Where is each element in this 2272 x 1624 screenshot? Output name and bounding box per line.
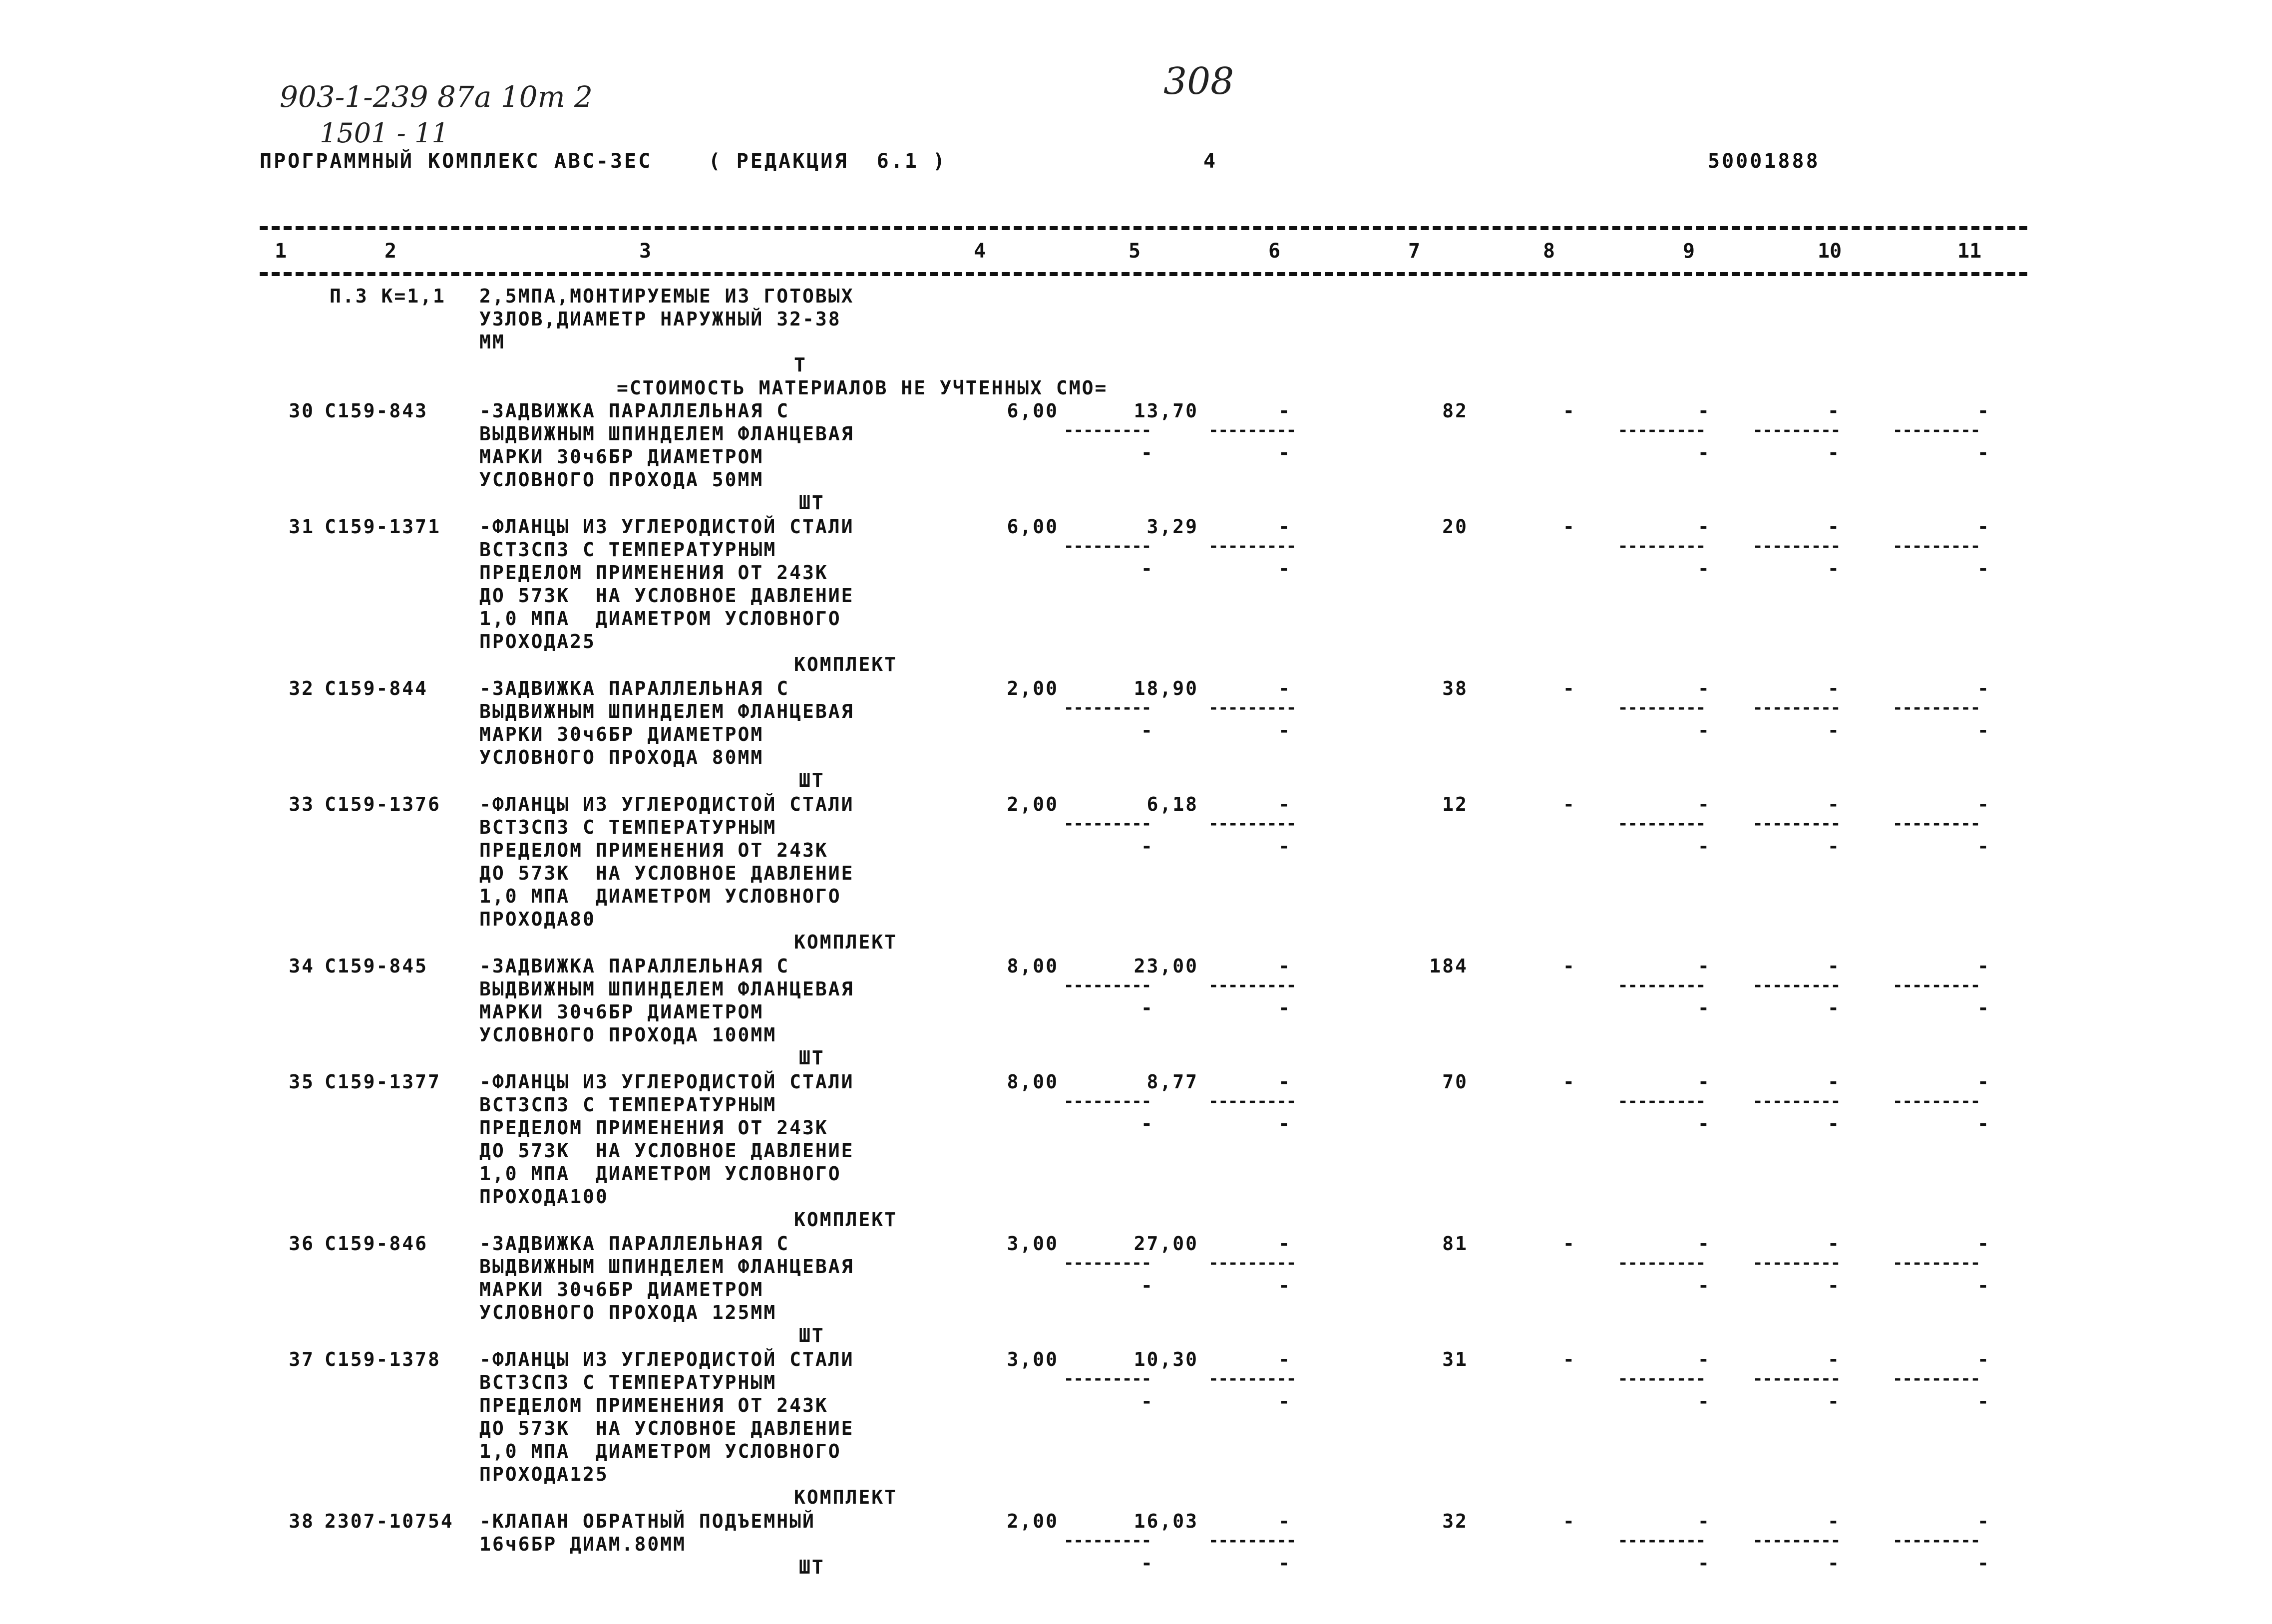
row-col6: - (1278, 1233, 1291, 1255)
value-dash: - (1977, 442, 1990, 464)
value-dash: - (1141, 1552, 1154, 1574)
row-col10: - (1828, 677, 1841, 699)
value-separator: --------- (1064, 420, 1151, 440)
row-description-line: ВЫДВИЖНЫМ ШПИНДЕЛЕМ ФЛАНЦЕВАЯ (479, 1256, 854, 1278)
value-separator: --------- (1208, 1531, 1296, 1551)
row-quantity: 3,00 (1007, 1233, 1059, 1255)
row-description-line: ВСТ3СП3 С ТЕМПЕРАТУРНЫМ (479, 539, 777, 561)
row-code: С159-1378 (325, 1348, 441, 1370)
row-col6: - (1278, 400, 1291, 422)
intro-text-line: 2,5МПА,МОНТИРУЕМЫЕ ИЗ ГОТОВЫХ (479, 285, 854, 307)
row-number: 34 (289, 955, 315, 977)
value-separator: --------- (1893, 698, 1980, 718)
row-description-line: -ЗАДВИЖКА ПАРАЛЛЕЛЬНАЯ С (479, 677, 790, 699)
value-dash: - (1977, 997, 1990, 1019)
row-description-line: ВСТ3СП3 С ТЕМПЕРАТУРНЫМ (479, 1094, 777, 1116)
row-description-line: ДО 573К НА УСЛОВНОЕ ДАВЛЕНИЕ (479, 585, 854, 607)
row-col6: - (1278, 1071, 1291, 1093)
row-description-line: -ФЛАНЦЫ ИЗ УГЛЕРОДИСТОЙ СТАЛИ (479, 1071, 854, 1093)
handwritten-doc-ref-2: 1501 - 11 (320, 117, 449, 149)
row-col11: - (1977, 793, 1990, 815)
value-separator: --------- (1893, 814, 1980, 834)
row-description-line: 1,0 МПА ДИАМЕТРОМ УСЛОВНОГО (479, 885, 841, 907)
row-quantity: 6,00 (1007, 400, 1059, 422)
row-description-line: МАРКИ 30ч6БР ДИАМЕТРОМ (479, 723, 764, 745)
row-quantity: 8,00 (1007, 955, 1059, 977)
row-description-line: ПРЕДЕЛОМ ПРИМЕНЕНИЯ ОТ 243К (479, 1394, 828, 1416)
column-number-4: 4 (974, 240, 986, 263)
value-dash: - (1698, 1275, 1711, 1297)
value-separator: --------- (1064, 1091, 1151, 1111)
row-col9: - (1698, 1071, 1711, 1093)
row-unit: ШТ (799, 1324, 825, 1346)
value-dash: - (1278, 1390, 1291, 1412)
value-separator: --------- (1893, 1531, 1980, 1551)
value-separator: --------- (1753, 536, 1841, 556)
value-separator: --------- (1618, 1091, 1706, 1111)
value-dash: - (1828, 442, 1841, 464)
value-separator: --------- (1893, 975, 1980, 995)
row-col8: - (1563, 1071, 1576, 1093)
row-code: С159-1377 (325, 1071, 441, 1093)
row-col6: - (1278, 677, 1291, 699)
value-dash: - (1828, 1275, 1841, 1297)
row-number: 32 (289, 677, 315, 699)
row-description-line: ДО 573К НА УСЛОВНОЕ ДАВЛЕНИЕ (479, 1140, 854, 1162)
row-description-line: ПРЕДЕЛОМ ПРИМЕНЕНИЯ ОТ 243К (479, 839, 828, 861)
row-quantity: 6,00 (1007, 516, 1059, 538)
value-separator: --------- (1618, 1253, 1706, 1273)
row-quantity: 2,00 (1007, 677, 1059, 699)
row-unit-price: 3,29 (1146, 516, 1198, 538)
row-unit: КОМПЛЕКТ (794, 1486, 898, 1508)
row-unit-price: 16,03 (1134, 1510, 1198, 1532)
row-unit-price: 6,18 (1146, 793, 1198, 815)
value-dash: - (1278, 1552, 1291, 1574)
row-col10: - (1828, 793, 1841, 815)
row-unit-price: 10,30 (1134, 1348, 1198, 1370)
row-unit-price: 23,00 (1134, 955, 1198, 977)
column-number-3: 3 (639, 240, 652, 263)
value-dash: - (1828, 1390, 1841, 1412)
row-number: 36 (289, 1233, 315, 1255)
row-number: 38 (289, 1510, 315, 1532)
row-code: С159-843 (325, 400, 428, 422)
row-quantity: 3,00 (1007, 1348, 1059, 1370)
row-col10: - (1828, 1233, 1841, 1255)
row-col7: 184 (1429, 955, 1468, 977)
value-dash: - (1141, 1113, 1154, 1135)
value-separator: --------- (1893, 1253, 1980, 1273)
row-unit-price: 18,90 (1134, 677, 1198, 699)
value-dash: - (1698, 835, 1711, 857)
row-col8: - (1563, 1233, 1576, 1255)
row-description-line: УСЛОВНОГО ПРОХОДА 50ММ (479, 469, 764, 491)
value-dash: - (1141, 719, 1154, 741)
value-dash: - (1698, 1390, 1711, 1412)
table-top-rule (260, 226, 2027, 230)
value-separator: --------- (1064, 1253, 1151, 1273)
value-separator: --------- (1208, 1369, 1296, 1389)
value-separator: --------- (1208, 1253, 1296, 1273)
intro-unit: Т (794, 354, 807, 376)
value-separator: --------- (1618, 814, 1706, 834)
handwritten-doc-ref: 903-1-239 87а 10т 2 (280, 80, 593, 114)
value-dash: - (1278, 835, 1291, 857)
row-col11: - (1977, 516, 1990, 538)
row-col7: 31 (1442, 1348, 1468, 1370)
column-number-11: 11 (1957, 240, 1982, 263)
value-dash: - (1698, 1552, 1711, 1574)
intro-text-line: УЗЛОВ,ДИАМЕТР НАРУЖНЫЙ 32-38 (479, 308, 841, 330)
row-quantity: 2,00 (1007, 793, 1059, 815)
row-col11: - (1977, 1233, 1990, 1255)
row-col7: 32 (1442, 1510, 1468, 1532)
row-description-line: -ЗАДВИЖКА ПАРАЛЛЕЛЬНАЯ С (479, 955, 790, 977)
row-col11: - (1977, 955, 1990, 977)
row-code: С159-845 (325, 955, 428, 977)
row-unit: КОМПЛЕКТ (794, 1209, 898, 1231)
row-col7: 38 (1442, 677, 1468, 699)
row-col8: - (1563, 1510, 1576, 1532)
value-dash: - (1278, 719, 1291, 741)
row-unit-price: 8,77 (1146, 1071, 1198, 1093)
column-header-rule (260, 272, 2027, 276)
column-number-1: 1 (275, 240, 287, 263)
row-col10: - (1828, 1071, 1841, 1093)
row-unit: ШТ (799, 1047, 825, 1069)
value-dash: - (1141, 1275, 1154, 1297)
document-code: 50001888 (1708, 150, 1820, 173)
row-col8: - (1563, 1348, 1576, 1370)
value-dash: - (1698, 997, 1711, 1019)
row-description-line: ВСТ3СП3 С ТЕМПЕРАТУРНЫМ (479, 1371, 777, 1393)
row-col9: - (1698, 677, 1711, 699)
value-separator: --------- (1064, 1531, 1151, 1551)
program-title: ПРОГРАММНЫЙ КОМПЛЕКС АВС-3ЕС ( РЕДАКЦИЯ 6.1 ) (260, 150, 947, 173)
value-dash: - (1828, 1552, 1841, 1574)
row-col9: - (1698, 793, 1711, 815)
row-col8: - (1563, 677, 1576, 699)
value-separator: --------- (1618, 1369, 1706, 1389)
row-code: С159-844 (325, 677, 428, 699)
value-dash: - (1828, 719, 1841, 741)
value-dash: - (1278, 1113, 1291, 1135)
row-col9: - (1698, 955, 1711, 977)
row-description-line: ПРОХОДА100 (479, 1186, 609, 1208)
row-description-line: ВЫДВИЖНЫМ ШПИНДЕЛЕМ ФЛАНЦЕВАЯ (479, 978, 854, 1000)
row-description-line: ВСТ3СП3 С ТЕМПЕРАТУРНЫМ (479, 816, 777, 838)
row-description-line: 1,0 МПА ДИАМЕТРОМ УСЛОВНОГО (479, 1163, 841, 1185)
row-number: 35 (289, 1071, 315, 1093)
row-description-line: ДО 573К НА УСЛОВНОЕ ДАВЛЕНИЕ (479, 1417, 854, 1439)
value-dash: - (1828, 997, 1841, 1019)
row-unit: ШТ (799, 769, 825, 791)
row-description-line: 16ч6БР ДИАМ.80ММ (479, 1533, 687, 1555)
value-separator: --------- (1753, 420, 1841, 440)
column-number-6: 6 (1268, 240, 1281, 263)
value-dash: - (1977, 1113, 1990, 1135)
row-col11: - (1977, 1348, 1990, 1370)
value-dash: - (1977, 719, 1990, 741)
row-description-line: ПРОХОДА25 (479, 631, 596, 652)
value-separator: --------- (1208, 1091, 1296, 1111)
value-dash: - (1977, 558, 1990, 580)
row-col8: - (1563, 516, 1576, 538)
row-col10: - (1828, 400, 1841, 422)
row-code: 2307-10754 (325, 1510, 454, 1532)
row-col10: - (1828, 1348, 1841, 1370)
row-description-line: -ФЛАНЦЫ ИЗ УГЛЕРОДИСТОЙ СТАЛИ (479, 793, 854, 815)
value-dash: - (1278, 442, 1291, 464)
row-col8: - (1563, 955, 1576, 977)
row-number: 31 (289, 516, 315, 538)
row-description-line: 1,0 МПА ДИАМЕТРОМ УСЛОВНОГО (479, 1440, 841, 1462)
value-separator: --------- (1753, 1531, 1841, 1551)
value-separator: --------- (1618, 420, 1706, 440)
row-quantity: 8,00 (1007, 1071, 1059, 1093)
row-col7: 70 (1442, 1071, 1468, 1093)
value-separator: --------- (1753, 1369, 1841, 1389)
row-col7: 81 (1442, 1233, 1468, 1255)
row-description-line: ВЫДВИЖНЫМ ШПИНДЕЛЕМ ФЛАНЦЕВАЯ (479, 423, 854, 445)
value-dash: - (1141, 442, 1154, 464)
row-col6: - (1278, 793, 1291, 815)
row-description-line: 1,0 МПА ДИАМЕТРОМ УСЛОВНОГО (479, 608, 841, 630)
row-col11: - (1977, 1071, 1990, 1093)
row-col11: - (1977, 677, 1990, 699)
value-dash: - (1141, 835, 1154, 857)
row-col9: - (1698, 1233, 1711, 1255)
row-code: С159-1371 (325, 516, 441, 538)
row-col7: 12 (1442, 793, 1468, 815)
row-description-line: -ФЛАНЦЫ ИЗ УГЛЕРОДИСТОЙ СТАЛИ (479, 516, 854, 538)
row-description-line: УСЛОВНОГО ПРОХОДА 125ММ (479, 1301, 777, 1323)
column-number-10: 10 (1818, 240, 1842, 263)
value-separator: --------- (1064, 975, 1151, 995)
value-dash: - (1141, 558, 1154, 580)
intro-ref: П.3 К=1,1 (330, 285, 446, 307)
value-dash: - (1278, 558, 1291, 580)
row-description-line: -КЛАПАН ОБРАТНЫЙ ПОДЪЕМНЫЙ (479, 1510, 815, 1532)
value-dash: - (1278, 997, 1291, 1019)
value-separator: --------- (1893, 1369, 1980, 1389)
row-description-line: ВЫДВИЖНЫМ ШПИНДЕЛЕМ ФЛАНЦЕВАЯ (479, 700, 854, 722)
value-separator: --------- (1208, 814, 1296, 834)
column-number-7: 7 (1408, 240, 1421, 263)
row-number: 33 (289, 793, 315, 815)
value-separator: --------- (1753, 975, 1841, 995)
value-separator: --------- (1618, 975, 1706, 995)
row-col9: - (1698, 1348, 1711, 1370)
row-col9: - (1698, 1510, 1711, 1532)
column-number-2: 2 (384, 240, 397, 263)
value-separator: --------- (1753, 1091, 1841, 1111)
row-number: 37 (289, 1348, 315, 1370)
row-description-line: МАРКИ 30ч6БР ДИАМЕТРОМ (479, 1279, 764, 1300)
value-separator: --------- (1618, 1531, 1706, 1551)
row-col7: 20 (1442, 516, 1468, 538)
row-quantity: 2,00 (1007, 1510, 1059, 1532)
row-description-line: МАРКИ 30ч6БР ДИАМЕТРОМ (479, 446, 764, 468)
row-description-line: ПРОХОДА80 (479, 908, 596, 930)
row-col6: - (1278, 1510, 1291, 1532)
row-col10: - (1828, 955, 1841, 977)
value-dash: - (1698, 719, 1711, 741)
row-unit: ШТ (799, 492, 825, 514)
row-col6: - (1278, 955, 1291, 977)
value-separator: --------- (1208, 420, 1296, 440)
row-col8: - (1563, 400, 1576, 422)
value-dash: - (1698, 558, 1711, 580)
materials-note: =СТОИМОСТЬ МАТЕРИАЛОВ НЕ УЧТЕННЫХ СМО= (617, 377, 1108, 399)
column-number-9: 9 (1683, 240, 1695, 263)
row-number: 30 (289, 400, 315, 422)
value-separator: --------- (1753, 1253, 1841, 1273)
row-description-line: УСЛОВНОГО ПРОХОДА 100ММ (479, 1024, 777, 1046)
value-dash: - (1698, 1113, 1711, 1135)
value-dash: - (1141, 997, 1154, 1019)
value-separator: --------- (1064, 814, 1151, 834)
row-col10: - (1828, 516, 1841, 538)
value-separator: --------- (1208, 975, 1296, 995)
value-separator: --------- (1618, 536, 1706, 556)
row-code: С159-846 (325, 1233, 428, 1255)
value-dash: - (1698, 442, 1711, 464)
column-number-5: 5 (1129, 240, 1141, 263)
column-number-8: 8 (1543, 240, 1555, 263)
value-separator: --------- (1208, 698, 1296, 718)
value-dash: - (1977, 1390, 1990, 1412)
row-description-line: ПРОХОДА125 (479, 1463, 609, 1485)
row-unit: КОМПЛЕКТ (794, 931, 898, 953)
row-description-line: -ЗАДВИЖКА ПАРАЛЛЕЛЬНАЯ С (479, 400, 790, 422)
row-description-line: УСЛОВНОГО ПРОХОДА 80ММ (479, 746, 764, 768)
value-dash: - (1278, 1275, 1291, 1297)
value-separator: --------- (1064, 1369, 1151, 1389)
value-separator: --------- (1753, 698, 1841, 718)
value-separator: --------- (1893, 1091, 1980, 1111)
row-col11: - (1977, 400, 1990, 422)
row-description-line: ПРЕДЕЛОМ ПРИМЕНЕНИЯ ОТ 243К (479, 562, 828, 584)
row-col8: - (1563, 793, 1576, 815)
row-unit-price: 27,00 (1134, 1233, 1198, 1255)
row-col7: 82 (1442, 400, 1468, 422)
row-code: С159-1376 (325, 793, 441, 815)
row-unit: ШТ (799, 1556, 825, 1578)
printout-page: 4 (1203, 150, 1218, 173)
value-separator: --------- (1753, 814, 1841, 834)
value-separator: --------- (1893, 536, 1980, 556)
value-dash: - (1828, 835, 1841, 857)
value-dash: - (1828, 1113, 1841, 1135)
value-separator: --------- (1064, 536, 1151, 556)
row-col6: - (1278, 516, 1291, 538)
row-col6: - (1278, 1348, 1291, 1370)
row-description-line: -ФЛАНЦЫ ИЗ УГЛЕРОДИСТОЙ СТАЛИ (479, 1348, 854, 1370)
row-col11: - (1977, 1510, 1990, 1532)
handwritten-page-number: 308 (1163, 60, 1234, 103)
value-separator: --------- (1618, 698, 1706, 718)
row-col9: - (1698, 400, 1711, 422)
intro-text-line: ММ (479, 331, 505, 353)
row-unit: КОМПЛЕКТ (794, 653, 898, 675)
row-col9: - (1698, 516, 1711, 538)
row-description-line: ДО 573К НА УСЛОВНОЕ ДАВЛЕНИЕ (479, 862, 854, 884)
value-separator: --------- (1208, 536, 1296, 556)
value-separator: --------- (1893, 420, 1980, 440)
row-description-line: МАРКИ 30ч6БР ДИАМЕТРОМ (479, 1001, 764, 1023)
value-dash: - (1828, 558, 1841, 580)
value-separator: --------- (1064, 698, 1151, 718)
value-dash: - (1977, 835, 1990, 857)
row-col10: - (1828, 1510, 1841, 1532)
row-description-line: -ЗАДВИЖКА ПАРАЛЛЕЛЬНАЯ С (479, 1233, 790, 1255)
value-dash: - (1977, 1275, 1990, 1297)
value-dash: - (1977, 1552, 1990, 1574)
row-description-line: ПРЕДЕЛОМ ПРИМЕНЕНИЯ ОТ 243К (479, 1117, 828, 1139)
value-dash: - (1141, 1390, 1154, 1412)
row-unit-price: 13,70 (1134, 400, 1198, 422)
